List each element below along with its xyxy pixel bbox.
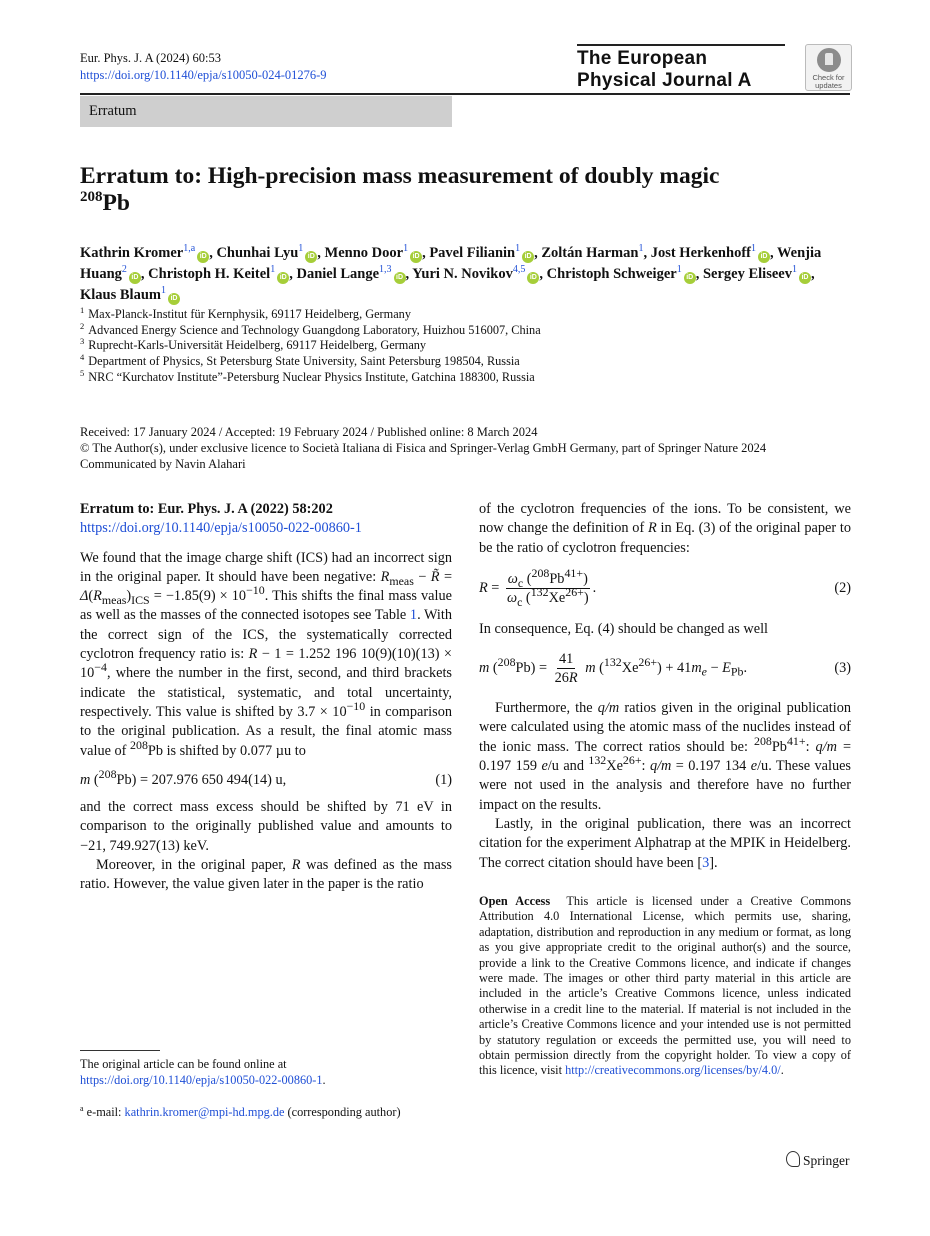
publication-dates [80,424,766,472]
author-name: Christoph H. Keitel [148,266,271,282]
author[interactable] [325,245,423,261]
orcid-icon[interactable]: iD [799,272,811,284]
right-column [479,500,851,873]
open-access-heading: Open Access [479,894,551,908]
author-list: Kathrin Kromer$^{1,a}$iD , Chunhai Lyu$^1$iD , Menno Door$^1$iD , Pavel Filianin$^1$iD , Zoltán Harman$^1$, Jost Herkenhoff$^1$iD , Wenjia Huang$^2$iD , Christoph H. Keitel$^1$iD , Daniel Lange$^{1,3}$iD , Yuri N. Novikov$^{4,5}$iD , Christoph Schweiger$^1$iD , Sergey Eliseev$^1$iD , Klaus Blaum$^1$iD [80,243,822,303]
affiliation-text: Ruprecht-Karls-Universität Heidelberg, 69117 Heidelberg, Germany [88,338,427,353]
publisher-name: Springer [803,1153,850,1168]
table-ref-link[interactable]: 1 [409,607,418,624]
erratum-doi-link[interactable]: https://doi.org/10.1140/epja/s10050-022-00860-1 [80,520,362,537]
erratum-heading: Erratum to: Eur. Phys. J. A (2022) 58:202 [80,501,333,517]
author-affiliation-mark: 1,a [183,243,196,255]
orcid-icon[interactable]: iD [394,272,406,284]
bookmark-icon [817,48,841,72]
affiliation [80,338,541,354]
author[interactable] [651,245,770,261]
affiliation [80,367,541,386]
header-divider [80,93,850,95]
open-access-notice [479,894,851,1079]
section-band [80,96,452,127]
affiliation [80,304,541,323]
author-affiliation-mark: 1 [750,243,756,255]
author-name: Sergey Eliseev [702,266,792,282]
section-label: Erratum [89,103,137,119]
author-name: Wenjia Huang [80,245,822,282]
paragraph-3: Moreover, in the original paper, R was defined as the mass ratio. However, the value given later in the paper is the ratio [80,857,452,893]
affiliation-text: Department of Physics, St Petersburg State University, Saint Petersburg 198504, Russia [88,354,520,369]
orcid-icon[interactable]: iD [522,251,534,263]
orcid-icon[interactable]: iD [197,251,209,263]
paragraph-1: We found that the image charge shift (ICS) had an incorrect sign in the original paper. It should have been negative: $R_{meas}$ − R̃ = $\Delta(R_{meas})_{ICS} = -1.85(9) \times 10^{-10}$. This shifts the final mass value as well as the masses of the connected isotopes see Table 1. With the correct sign of the ICS, the systematically corrected cyclotron frequency ratio is: R − 1 = 1.252 196 $10(9)(10)(13) \times 10^{-4}$, where the number in the first, second, and third brackets indicate the statistical, systematic, and total uncertainty, respectively. This value is shifted by $3.7 \times 10^{-10}$ in comparison to the original publication. As a result, the final atomic mass value of $^{208}$Pb is shifted by 0.077 µu to [80,549,453,759]
orcid-icon[interactable]: iD [758,251,770,263]
equation-1: m ($^{208}$Pb) = 207.976 650 494(14) u, (1) [80,771,452,790]
affiliation [80,354,541,370]
title-isotope: Pb [102,190,130,216]
footnote-orig-end: . [322,1073,326,1087]
author[interactable] [541,245,643,261]
author[interactable] [80,245,209,261]
author-name: Yuri N. Novikov [412,266,513,282]
author[interactable] [296,266,405,282]
author-name: Daniel Lange [296,266,380,282]
original-article-link[interactable]: https://doi.org/10.1140/epja/s10050-022-00860-1 [80,1073,323,1087]
author-affiliation-mark: 1 [638,243,644,255]
affiliation [80,320,541,339]
paragraph-4: of the cyclotron frequencies of the ions. To be consistent, we now change the definition of R in Eq. (3) of the original paper to be the ratio of cyclotron frequencies: [479,501,851,556]
author-affiliation-mark: 4,5 [512,264,526,276]
affiliation-list [80,304,541,386]
springer-horse-icon [786,1151,800,1167]
affiliation-text: Advanced Energy Science and Technology Guangdong Laboratory, Huizhou 516007, China [88,322,541,337]
orcid-icon[interactable]: iD [277,272,289,284]
publisher-logo [786,1151,850,1169]
affiliation-number: 5 [80,367,85,378]
check-updates-button[interactable] [805,44,852,91]
dates-line: Received: 17 January 2024 / Accepted: 19 February 2024 / Published online: 8 March 2024 [80,425,538,439]
license-link[interactable]: http://creativecommons.org/licenses/by/4.0/ [565,1063,781,1078]
paragraph-7: Lastly, in the original publication, there was an incorrect citation for the experiment Alphatrap at the MPIK in Heidelberg. The correct citation should have been [3]. [479,815,851,871]
orcid-icon[interactable]: iD [129,272,141,284]
journal-name-line2: Physical Journal A [577,70,752,91]
email-label: e-mail: [86,1105,122,1119]
author-affiliation-mark: 1,3 [379,264,392,276]
affiliation-number: 2 [80,320,85,331]
journal-reference [80,50,327,84]
author-name: Chunhai Lyu [216,245,299,261]
author[interactable] [547,266,696,282]
email-link[interactable]: kathrin.kromer@mpi-hd.mpg.de [124,1105,285,1119]
title-main: Erratum to: High-precision mass measurement of doubly magic [80,163,720,189]
author[interactable] [80,287,180,303]
author-name: Zoltán Harman [541,245,639,261]
orcid-icon[interactable]: iD [527,272,539,284]
affiliation-number: 4 [80,352,85,363]
author-name: Christoph Schweiger [546,266,677,282]
author-name: Jost Herkenhoff [650,245,751,261]
author-affiliation-mark: 1 [160,285,166,297]
footnote-mark: a [80,1103,84,1113]
author[interactable] [148,266,289,282]
author[interactable] [412,266,539,282]
footnote-divider [80,1050,160,1051]
copyright-line: © The Author(s), under exclusive licence to Società Italiana di Fisica and Springer-Verlag GmbH Germany, part of Springer Nature 2024 [80,441,767,455]
author-affiliation-mark: 1 [791,264,797,276]
article-title [80,163,840,217]
equation-3: m ($^{208}$Pb) = $\frac{41}{26R}$ m $(^{132}Xe^{26+}) + 41m_e - E_{Pb}$. (3) [479,650,851,686]
equation-1-number: (1) [435,771,452,788]
email-note: (corresponding author) [287,1105,401,1119]
journal-logo [577,44,785,92]
affiliation-text: NRC “Kurchatov Institute”-Petersburg Nuclear Physics Institute, Gatchina 188300, Russia [88,369,535,384]
paragraph-5: In consequence, Eq. (4) should be changed as well [479,620,769,637]
orcid-icon[interactable]: iD [684,272,696,284]
orcid-icon[interactable]: iD [168,293,180,305]
article-doi-link[interactable]: https://doi.org/10.1140/epja/s10050-024-01276-9 [80,68,327,82]
author-affiliation-mark: 1 [270,264,276,276]
equation-2-number: (2) [834,580,851,597]
author-affiliation-mark: 1 [676,264,682,276]
author-affiliation-mark: 2 [121,264,127,276]
open-access-end: . [780,1063,784,1078]
author-name: Pavel Filianin [429,245,516,261]
journal-name-line1: The European [577,48,708,69]
equation-3-number: (3) [834,659,851,676]
author-name: Menno Door [324,245,404,261]
author[interactable] [703,266,811,282]
citation-ref-link[interactable]: 3 [702,854,710,871]
author-affiliation-mark: 1 [298,243,304,255]
title-isotope-mass: 208 [80,189,103,206]
author[interactable] [429,245,534,261]
check-updates-label: Check for updates [812,73,845,90]
author[interactable] [216,245,317,261]
journal-citation: Eur. Phys. J. A (2024) 60:53 [80,51,221,65]
affiliation-number: 3 [80,336,85,347]
paragraph-6: Furthermore, the q/m ratios given in the original publication were calculated using the atomic mass of the nuclides instead of the ionic mass. The correct ratios should be: $^{208}Pb^{41+}$: q/m = 0.197 159 e/u and $^{132}Xe^{26+}$: q/m = 0.197 134 e/u. These values were not used in the analysis and therefore have no further impact on the results. [479,700,852,813]
author-affiliation-mark: 1 [515,243,521,255]
author-affiliation-mark: 1 [403,243,409,255]
left-column [80,500,452,895]
author-name: Klaus Blaum [80,287,161,303]
author-name: Kathrin Kromer [80,245,184,261]
communicated-by: Communicated by Navin Alahari [80,457,246,471]
affiliation-text: Max-Planck-Institut für Kernphysik, 69117 Heidelberg, Germany [88,307,411,321]
paragraph-2: and the correct mass excess should be shifted by 71 eV in comparison to the originally published value and amounts to −21, 749.927(13) keV. [80,799,452,854]
equation-2: R = $\frac{\omega_c (^{208}Pb^{41+})}{\omega_c (^{132}Xe^{26+})}$ . (2) [479,566,851,610]
orcid-icon[interactable]: iD [305,251,317,263]
affiliation-number: 1 [80,304,85,315]
footnote-original-article [80,1056,452,1088]
orcid-icon[interactable]: iD [410,251,422,263]
footnote-email [80,1104,452,1120]
footnote-orig-text: The original article can be found online at [80,1057,287,1071]
open-access-text: This article is licensed under a Creative Commons Attribution 4.0 International License, which permits use, sharing, adaptation, distribution and reproduction in any medium or format, as long as you give appropriate credit to the original author(s) and the source, provide a link to the Creative Commons licence, and indicate if changes were made. The images or other third party material in this article are included in the article’s Creative Commons licence, unless indicated otherwise in a credit line to the material. If material is not included in the article’s Creative Commons licence and your intended use is not permitted by statutory regulation or exceeds the permitted use, you will need to obtain permission directly from the copyright holder. To view a copy of this licence, visit [479,894,851,1078]
